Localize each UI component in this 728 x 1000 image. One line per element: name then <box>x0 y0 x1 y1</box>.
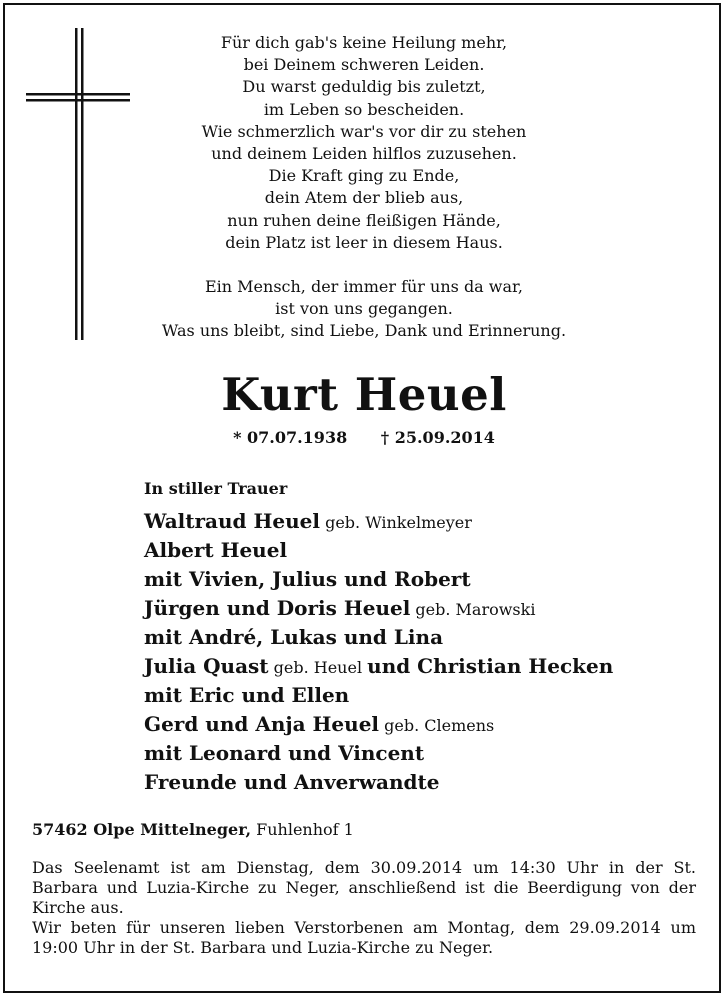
mourner-name: Freunde und Anverwandte <box>144 770 440 794</box>
poem-line: bei Deinem schweren Leiden. <box>243 55 485 75</box>
life-dates <box>0 428 728 447</box>
mourner-line <box>144 739 704 768</box>
mourner-name: Julia Quast <box>144 654 269 678</box>
mourner-name: Jürgen und Doris Heuel <box>144 596 411 620</box>
mourner-line <box>144 681 704 710</box>
poem-line: Was uns bleibt, sind Liebe, Dank und Erinnerung. <box>161 321 567 341</box>
mourner-name: mit André, Lukas und Lina <box>144 625 444 649</box>
mourner-line <box>144 594 704 623</box>
mourner-line <box>144 768 704 797</box>
mourner-name: Albert Heuel <box>144 538 288 562</box>
poem-line: Ein Mensch, der immer für uns da war, <box>204 277 524 297</box>
mourner-name: Waltraud Heuel <box>144 509 320 533</box>
poem-line: dein Atem der blieb aus, <box>264 188 464 208</box>
mourner-line <box>144 623 704 652</box>
mourner-line <box>144 565 704 594</box>
mourner-line <box>144 710 704 739</box>
mourner-birth-name: geb. Heuel <box>268 658 368 677</box>
birth-date: * 07.07.1938 <box>233 428 348 447</box>
poem-line: nun ruhen deine fleißigen Hände, <box>227 210 501 230</box>
mourners-list <box>144 507 704 797</box>
mourner-birth-name: geb. Clemens <box>379 716 495 735</box>
poem-line: Du warst geduldig bis zuletzt, <box>242 77 486 97</box>
poem-line: Die Kraft ging zu Ende, <box>268 166 460 186</box>
mourner-name: mit Eric und Ellen <box>144 683 350 707</box>
poem-line: und deinem Leiden hilflos zuzusehen. <box>211 144 517 164</box>
mourner-line <box>144 507 704 536</box>
poem-line: Für dich gab's keine Heilung mehr, <box>220 33 508 52</box>
family-address <box>32 820 354 839</box>
mourner-name: mit Vivien, Julius und Robert <box>144 567 471 591</box>
mourning-heading: In stiller Trauer <box>144 479 288 498</box>
mourner-name: Gerd und Anja Heuel <box>144 712 380 736</box>
deceased-name: Kurt Heuel <box>221 368 507 421</box>
poem-line: Wie schmerzlich war's vor dir zu stehen <box>201 121 527 141</box>
mourner-birth-name: geb. Winkelmeyer <box>320 513 472 532</box>
poem-line: im Leben so bescheiden. <box>263 99 465 119</box>
address-street: Fuhlenhof 1 <box>251 820 354 839</box>
mourner-name: und Christian Hecken <box>367 654 614 678</box>
prayer-info: Wir beten für unseren lieben Verstorbenen am Montag, dem 29.09.2014 um 19:00 Uhr in der St. Barbara und Luzia-Kirche zu Neger. <box>32 918 696 957</box>
requiem-info: Das Seelenamt ist am Dienstag, dem 30.09.2014 um 14:30 Uhr in der St. Barbara und Luzia-Kirche zu Neger, anschließend ist die Beerdigung von der Kirche aus. <box>32 858 696 917</box>
death-date: † 25.09.2014 <box>380 428 495 447</box>
service-info <box>32 858 696 958</box>
stanza-gap <box>130 254 598 276</box>
memorial-poem <box>130 32 598 343</box>
poem-line: ist von uns gegangen. <box>275 299 453 319</box>
mourner-line <box>144 536 704 565</box>
mourner-name: mit Leonard und Vincent <box>144 741 425 765</box>
poem-line: dein Platz ist leer in diesem Haus. <box>225 232 503 252</box>
address-place: 57462 Olpe Mittelneger, <box>32 820 252 839</box>
cross-icon <box>26 28 130 340</box>
mourner-birth-name: geb. Marowski <box>410 600 536 619</box>
mourner-line <box>144 652 704 681</box>
